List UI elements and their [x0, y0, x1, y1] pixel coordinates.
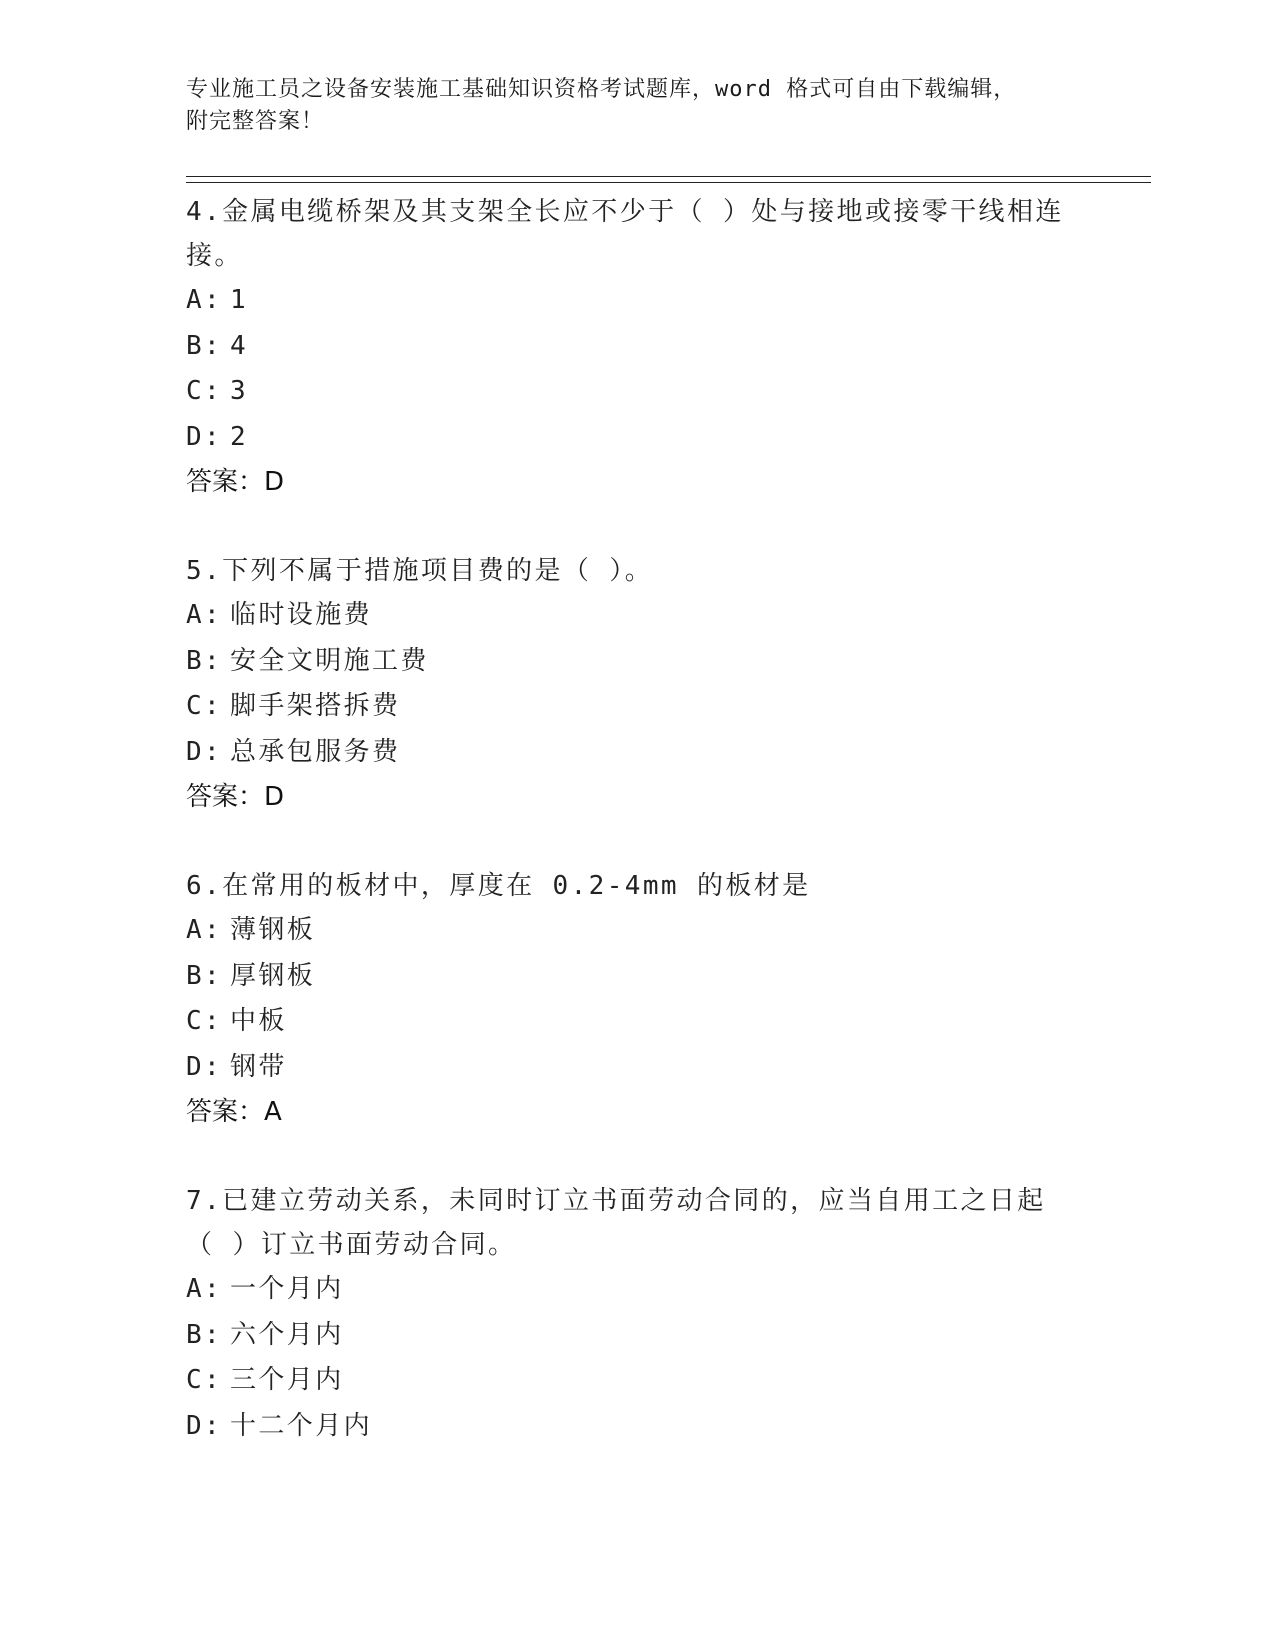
option-value: 临时设施费: [230, 600, 373, 630]
answer-text: 答案：A: [186, 1097, 282, 1127]
option-b: [186, 639, 1086, 685]
header-note: [186, 74, 1066, 138]
option-key: C:: [186, 1006, 223, 1036]
option-c: [186, 999, 1086, 1045]
option-value: 三个月内: [230, 1365, 344, 1395]
option-key: D:: [186, 421, 223, 452]
header-divider-top: [186, 176, 1151, 177]
header-divider-bottom: [186, 182, 1151, 183]
option-key: B:: [186, 960, 223, 991]
option-value: 4: [230, 330, 249, 361]
option-value: 脚手架搭拆费: [230, 691, 401, 721]
option-value: 六个月内: [230, 1319, 344, 1350]
option-key: A:: [186, 285, 223, 315]
option-key: A:: [186, 1274, 223, 1304]
option-key: B:: [186, 330, 223, 361]
option-key: C:: [186, 1365, 223, 1395]
option-value: 3: [230, 376, 249, 406]
option-value: 薄钢板: [230, 915, 316, 945]
question-text: 4.金属电缆桥架及其支架全长应不少于（ ）处与接地或接零干线相连接。: [186, 197, 1064, 271]
question-text: 6.在常用的板材中，厚度在 0.2-4mm 的板材是: [186, 871, 811, 901]
option-d: [186, 1045, 1086, 1091]
option-key: B:: [186, 1319, 223, 1350]
option-key: A:: [186, 915, 223, 945]
header-note-line-2: 附完整答案！: [186, 109, 325, 134]
option-key: C:: [186, 376, 223, 406]
option-value: 1: [230, 285, 249, 315]
option-value: 总承包服务费: [230, 736, 401, 767]
question-item: [186, 549, 1086, 820]
answer-text: 答案：D: [186, 467, 285, 497]
answer-text: 答案：D: [186, 782, 285, 812]
option-a: [186, 278, 1086, 324]
option-key: D:: [186, 736, 223, 767]
option-d: [186, 730, 1086, 776]
option-key: D:: [186, 1410, 223, 1441]
option-value: 钢带: [230, 1051, 287, 1082]
option-a: [186, 593, 1086, 639]
option-a: [186, 908, 1086, 954]
option-value: 厚钢板: [230, 960, 316, 991]
option-b: [186, 954, 1086, 1000]
option-c: [186, 1358, 1086, 1404]
header-note-line-1: 专业施工员之设备安装施工基础知识资格考试题库，word 格式可自由下载编辑，: [186, 77, 1017, 102]
option-c: [186, 684, 1086, 730]
option-key: D:: [186, 1051, 223, 1082]
question-list: [186, 190, 1086, 1493]
option-b: [186, 324, 1086, 370]
option-value: 十二个月内: [230, 1410, 373, 1441]
question-item: [186, 864, 1086, 1135]
question-item: [186, 190, 1086, 505]
question-text: 7.已建立劳动关系，未同时订立书面劳动合同的，应当自用工之日起（ ）订立书面劳动合同。: [186, 1186, 1046, 1260]
option-key: C:: [186, 691, 223, 721]
option-value: 一个月内: [230, 1274, 344, 1304]
option-b: [186, 1313, 1086, 1359]
option-d: [186, 1404, 1086, 1450]
option-key: A:: [186, 600, 223, 630]
option-value: 中板: [230, 1006, 287, 1036]
option-value: 2: [230, 421, 249, 452]
option-c: [186, 369, 1086, 415]
option-a: [186, 1267, 1086, 1313]
question-item: [186, 1179, 1086, 1449]
option-d: [186, 415, 1086, 461]
option-value: 安全文明施工费: [230, 645, 429, 676]
option-key: B:: [186, 645, 223, 676]
question-text: 5.下列不属于措施项目费的是（ ）。: [186, 556, 654, 586]
